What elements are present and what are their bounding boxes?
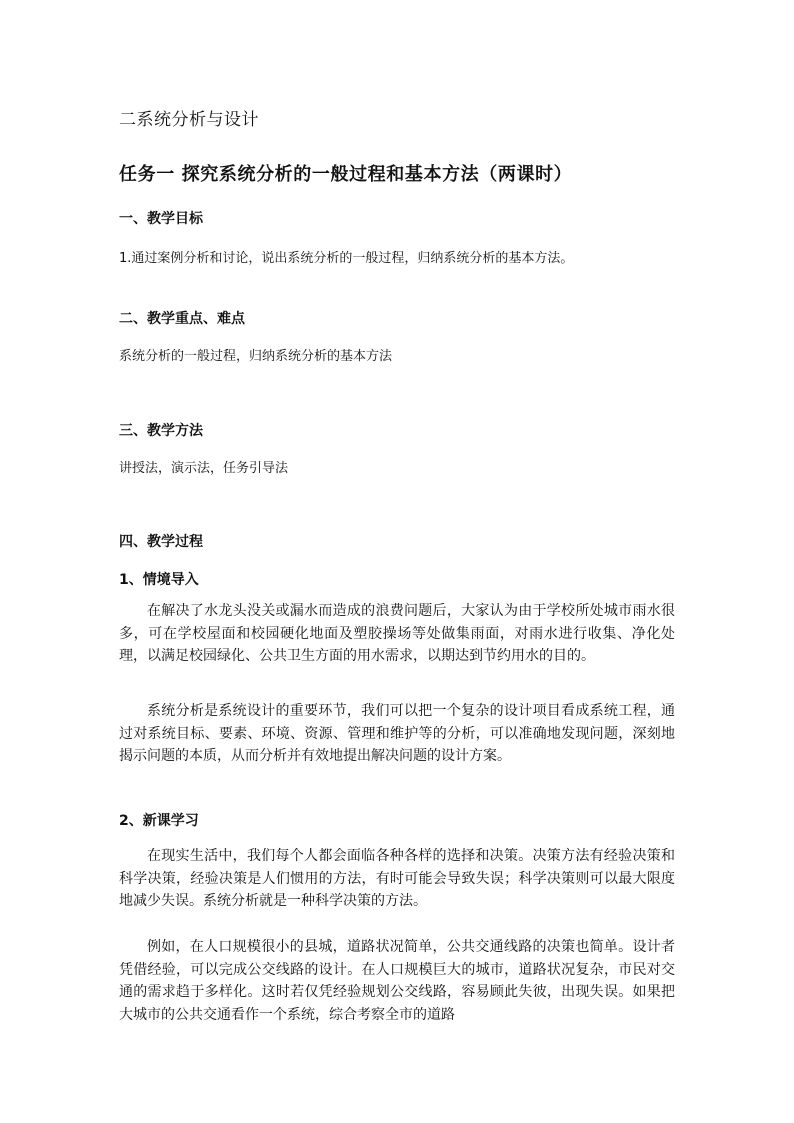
- new-lesson-paragraph-2: 例如，在人口规模很小的县城，道路状况简单，公共交通线路的决策也简单。设计者凭借经验，可以完成公交线路的设计。在人口规模巨大的城市，道路状况复杂，市民对交通的需求趋于多样化。这时若仅凭经验规划公交线路，容易顾此失彼，出现失误。如果把大城市的公共交通看作一个系统，综合考察全市的道路: [119, 939, 675, 1023]
- section-heading-methods: 三、教学方法: [119, 423, 203, 439]
- intro-paragraph-2: 系统分析是系统设计的重要环节，我们可以把一个复杂的设计项目看成系统工程，通过对系统目标、要素、环境、资源、管理和维护等的分析，可以准确地发现问题，深刻地揭示问题的本质，从而分析并有效地提出解决问题的设计方案。: [119, 703, 675, 764]
- subsection-heading-intro: 1、情境导入: [119, 572, 199, 588]
- section-heading-process: 四、教学过程: [119, 534, 203, 550]
- intro-paragraph-1: 在解决了水龙头没关或漏水而造成的浪费问题后，大家认为由于学校所处城市雨水很多，可在学校屋面和校园硬化地面及塑胶操场等处做集雨面，对雨水进行收集、净化处理，以满足校园绿化、公共卫生方面的用水需求，以期达到节约用水的目的。: [119, 603, 675, 664]
- subsection-heading-new-lesson: 2、新课学习: [119, 813, 199, 829]
- section-heading-key-points: 二、教学重点、难点: [119, 311, 245, 327]
- section-text-goals: 1.通过案例分析和讨论，说出系统分析的一般过程，归纳系统分析的基本方法。: [119, 251, 574, 266]
- task-title: 任务一 探究系统分析的一般过程和基本方法（两课时）: [119, 164, 573, 185]
- section-text-methods: 讲授法，演示法，任务引导法: [119, 461, 289, 476]
- new-lesson-paragraph-1: 在现实生活中，我们每个人都会面临各种各样的选择和决策。决策方法有经验决策和科学决策，经验决策是人们惯用的方法，有时可能会导致失误；科学决策则可以最大限度地减少失误。系统分析就是一种科学决策的方法。: [119, 848, 675, 909]
- section-heading-goals: 一、教学目标: [119, 211, 203, 227]
- chapter-title: 二系统分析与设计: [119, 110, 259, 130]
- section-text-key-points: 系统分析的一般过程，归纳系统分析的基本方法: [119, 349, 393, 364]
